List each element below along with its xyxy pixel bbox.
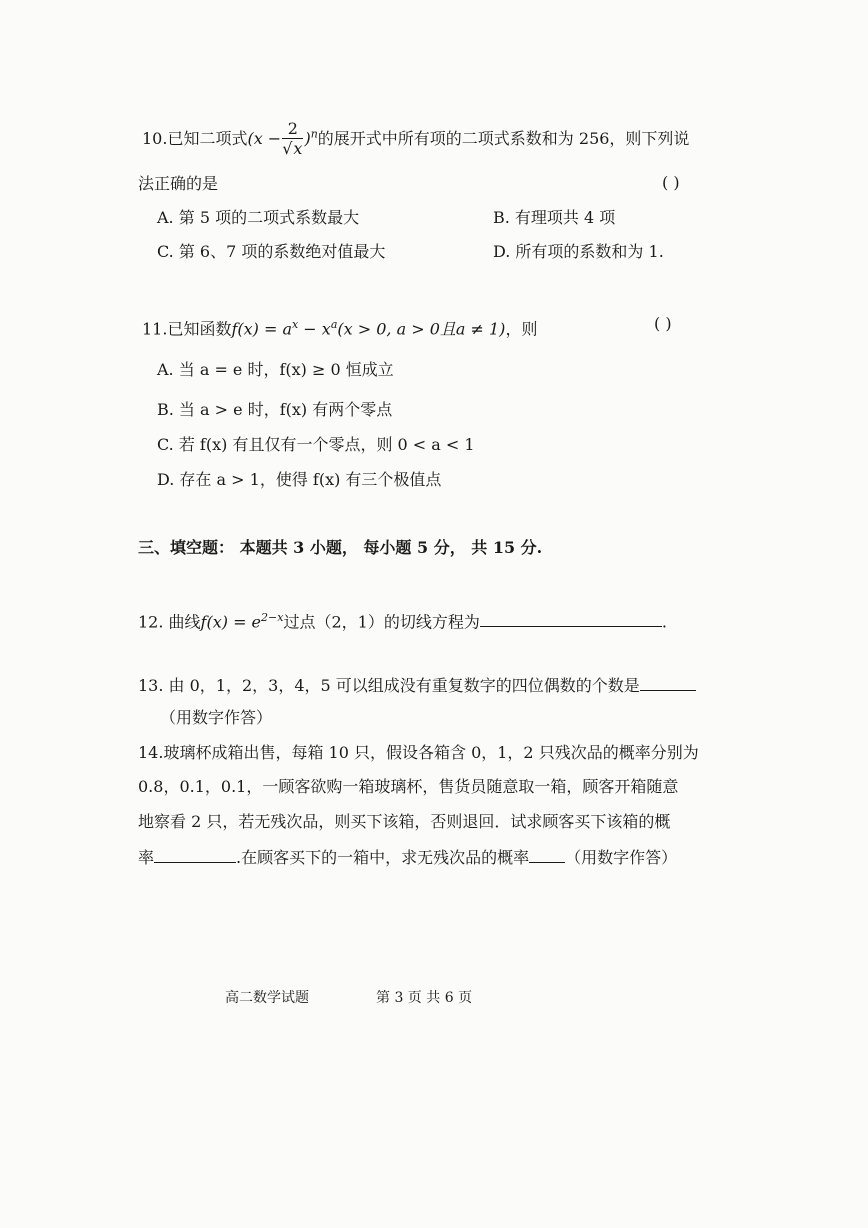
q11-option-b: B. 当 a > e 时，f(x) 有两个零点 — [157, 400, 393, 419]
q10-exponent: n — [310, 127, 318, 141]
q14-answer-blank-1 — [154, 846, 236, 863]
q10-line2: 法正确的是 — [138, 174, 219, 193]
q11-prefix: 11.已知函数 — [142, 319, 232, 339]
q10-option-c: C. 第 6、7 项的系数绝对值最大 — [157, 242, 386, 261]
q10-option-a: A. 第 5 项的二项式系数最大 — [157, 208, 360, 227]
q14-answer-blank-2 — [529, 846, 565, 863]
q14-line3: 地察看 2 只，若无残次品，则买下该箱，否则退回．试求顾客买下该箱的概 — [138, 812, 671, 831]
q10-answer-paren: ( ) — [662, 173, 680, 192]
footer-page-number: 第 3 页 共 6 页 — [376, 990, 473, 1006]
q12-suffix: 过点（2，1）的切线方程为 — [283, 612, 480, 632]
q11-sup1: x — [292, 318, 299, 331]
q12-func: f(x) = e — [200, 612, 262, 632]
footer-subject: 高二数学试题 — [225, 990, 309, 1006]
q12-prefix: 12. 曲线 — [138, 612, 201, 632]
q11-option-d: D. 存在 a > 1，使得 f(x) 有三个极值点 — [157, 470, 442, 489]
q11-option-a: A. 当 a = e 时，f(x) ≥ 0 恒成立 — [157, 360, 394, 379]
q11-sup2: a — [330, 318, 338, 331]
q12-end: . — [661, 612, 667, 632]
q13-note: （用数字作答） — [160, 708, 273, 727]
q14-line4-c: （用数字作答） — [565, 848, 678, 867]
q10-frac-den: x — [293, 139, 303, 158]
q12-answer-blank — [480, 610, 662, 627]
q10-line1 — [142, 120, 689, 159]
q10-option-b: B. 有理项共 4 项 — [493, 208, 616, 227]
q11-answer-paren: ( ) — [654, 314, 672, 333]
q13-answer-blank — [640, 674, 696, 691]
q14-line4 — [138, 846, 677, 869]
q10-expr-right: ) — [304, 129, 311, 148]
section3-heading: 三、填空题： 本题共 3 小题， 每小题 5 分， 共 15 分. — [138, 538, 543, 557]
q11-suffix: ，则 — [505, 319, 538, 339]
q10-prefix: 10.已知二项式 — [142, 129, 248, 148]
q10-suffix: 的展开式中所有项的二项式系数和为 256，则下列说 — [317, 129, 690, 148]
q11-mid: − x — [298, 319, 331, 339]
q13-line1 — [138, 674, 696, 697]
q10-option-d: D. 所有项的系数和为 1. — [493, 242, 664, 261]
q14-line1: 14.玻璃杯成箱出售，每箱 10 只，假设各箱含 0，1，2 只残次品的概率分别为 — [138, 743, 699, 762]
q11-option-c: C. 若 f(x) 有且仅有一个零点，则 0 < a < 1 — [157, 435, 475, 454]
q14-line4-b: .在顾客买下的一箱中，求无残次品的概率 — [236, 848, 530, 867]
q10-expr-left: (x − — [247, 129, 282, 148]
q13-text: 13. 由 0，1，2，3，4，5 可以组成没有重复数字的四位偶数的个数是 — [138, 676, 640, 695]
q11-line1 — [142, 314, 537, 340]
q14-line2: 0.8，0.1，0.1，一顾客欲购一箱玻璃杯，售货员随意取一箱，顾客开箱随意 — [138, 777, 679, 796]
q12-sup: 2−x — [261, 611, 284, 624]
q11-func: f(x) = a — [231, 319, 292, 339]
q12-line — [138, 607, 667, 633]
q14-line4-a: 率 — [138, 848, 155, 867]
q10-fraction: $\frac{2}{√x}$ — [282, 119, 303, 158]
q11-cond: (x > 0, a > 0且a ≠ 1) — [337, 319, 506, 339]
q10-frac-num: 2 — [282, 120, 303, 139]
